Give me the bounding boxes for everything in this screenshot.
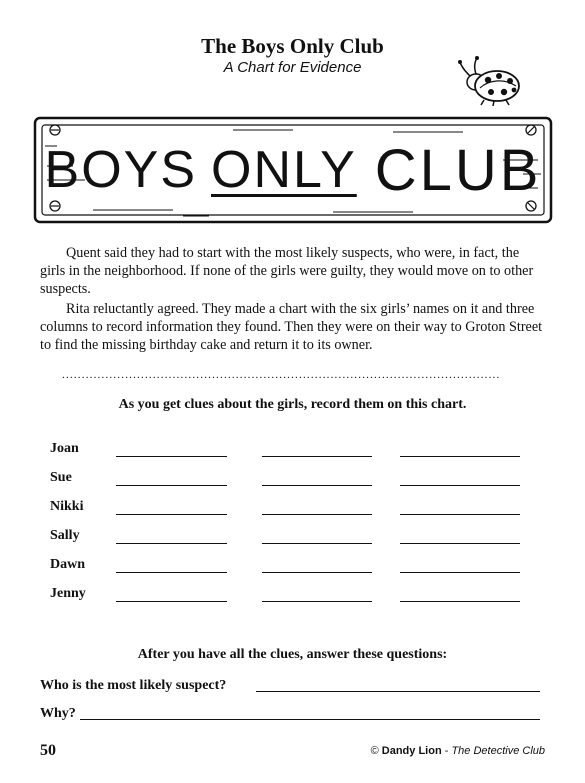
questions-heading: After you have all the clues, answer these questions:: [137, 647, 448, 662]
evidence-blank-jenny-col1[interactable]: [116, 601, 227, 602]
ladybug-icon: [458, 56, 524, 106]
girl-name-jenny: Jenny: [50, 586, 86, 601]
story-paragraph-1: Quent said they had to start with the most likely suspects, who were, in fact, the girls in the neighborhood. If none of the girls were guilty, they would move on to other suspects.: [40, 245, 534, 297]
footer-separator: -: [441, 745, 452, 757]
evidence-blank-nikki-col3[interactable]: [400, 514, 520, 515]
evidence-blank-nikki-col1[interactable]: [116, 514, 227, 515]
evidence-blank-jenny-col3[interactable]: [400, 601, 520, 602]
sign-word-boys: BOYS: [44, 141, 198, 199]
evidence-blank-sally-col2[interactable]: [262, 543, 372, 544]
sign-word-club: CLUB: [374, 137, 542, 203]
girl-name-sue: Sue: [50, 470, 72, 485]
club-sign-text: [33, 124, 553, 216]
evidence-blank-dawn-col3[interactable]: [400, 572, 520, 573]
evidence-blank-joan-col3[interactable]: [400, 456, 520, 457]
girl-name-dawn: Dawn: [50, 557, 86, 572]
worksheet-title: The Boys Only Club: [201, 34, 384, 58]
answer-blank-suspect[interactable]: [256, 691, 540, 692]
evidence-blank-joan-col2[interactable]: [262, 456, 372, 457]
dotted-separator: ...............................................................................................................: [62, 370, 501, 380]
evidence-blank-sue-col3[interactable]: [400, 485, 520, 486]
evidence-blank-dawn-col2[interactable]: [262, 572, 372, 573]
evidence-blank-sue-col1[interactable]: [116, 485, 227, 486]
publisher-name: Dandy Lion: [381, 745, 442, 757]
evidence-blank-nikki-col2[interactable]: [262, 514, 372, 515]
answer-blank-why[interactable]: [80, 719, 540, 720]
girl-name-nikki: Nikki: [50, 499, 84, 514]
worksheet-subtitle: A Chart for Evidence: [223, 59, 362, 76]
evidence-blank-dawn-col1[interactable]: [116, 572, 227, 573]
chart-instruction: As you get clues about the girls, record them on this chart.: [118, 397, 467, 412]
evidence-blank-sue-col2[interactable]: [262, 485, 372, 486]
page-number: 50: [40, 742, 56, 759]
girl-name-sally: Sally: [50, 528, 80, 543]
girl-name-joan: Joan: [50, 441, 79, 456]
evidence-blank-jenny-col2[interactable]: [262, 601, 372, 602]
question-most-likely-suspect: Who is the most likely suspect?: [40, 678, 227, 693]
footer-credit: [371, 745, 545, 757]
story-paragraph-2: Rita reluctantly agreed. They made a chart with the six girls’ names on it and three columns to record information they found. Then they were on their way to Groton Street to find the missing birthday cake and return it to its owner.: [40, 301, 543, 353]
evidence-blank-joan-col1[interactable]: [116, 456, 227, 457]
copyright-icon: ©: [370, 745, 379, 757]
series-name: The Detective Club: [451, 745, 545, 757]
sign-word-only: ONLY: [211, 141, 357, 199]
question-why: Why?: [40, 706, 76, 721]
evidence-blank-sally-col3[interactable]: [400, 543, 520, 544]
evidence-blank-sally-col1[interactable]: [116, 543, 227, 544]
